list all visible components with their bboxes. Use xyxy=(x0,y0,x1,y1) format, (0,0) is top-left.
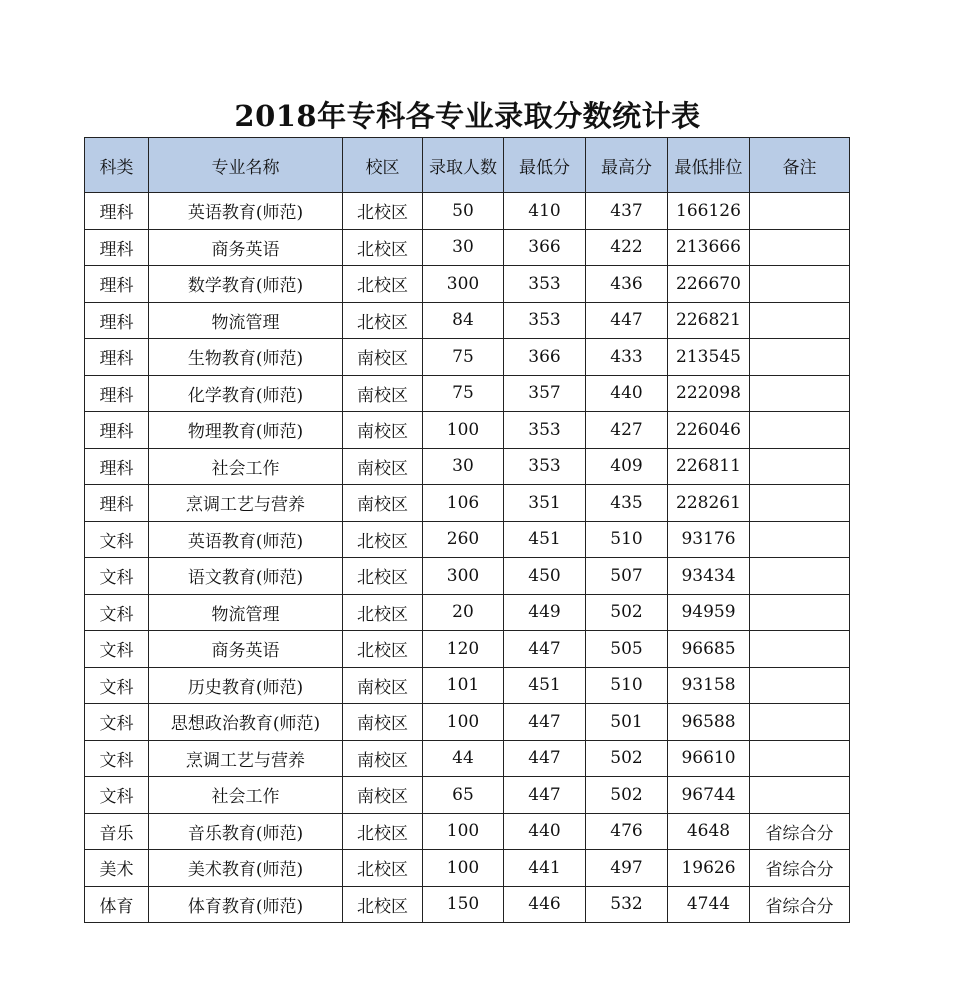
table-row xyxy=(85,594,850,631)
table-row xyxy=(85,886,850,923)
header-category: 科类 xyxy=(85,138,149,193)
cell-min-score: 451 xyxy=(504,521,586,558)
cell-min-rank: 213666 xyxy=(668,229,750,266)
cell-admitted: 30 xyxy=(423,229,504,266)
table-row xyxy=(85,193,850,230)
cell-category: 理科 xyxy=(85,375,149,412)
cell-category: 文科 xyxy=(85,521,149,558)
cell-note xyxy=(750,558,850,595)
cell-min-rank: 94959 xyxy=(668,594,750,631)
cell-category: 美术 xyxy=(85,850,149,887)
table-row xyxy=(85,558,850,595)
cell-note xyxy=(750,193,850,230)
header-min-rank: 最低排位 xyxy=(668,138,750,193)
cell-max-score: 440 xyxy=(586,375,668,412)
cell-max-score: 436 xyxy=(586,266,668,303)
cell-min-rank: 96744 xyxy=(668,777,750,814)
cell-min-rank: 19626 xyxy=(668,850,750,887)
cell-note: 省综合分 xyxy=(750,886,850,923)
cell-min-rank: 93158 xyxy=(668,667,750,704)
cell-max-score: 437 xyxy=(586,193,668,230)
table-row xyxy=(85,412,850,449)
cell-major: 商务英语 xyxy=(149,229,343,266)
cell-min-score: 451 xyxy=(504,667,586,704)
cell-min-rank: 213545 xyxy=(668,339,750,376)
cell-admitted: 300 xyxy=(423,558,504,595)
cell-admitted: 300 xyxy=(423,266,504,303)
cell-category: 理科 xyxy=(85,266,149,303)
cell-max-score: 510 xyxy=(586,521,668,558)
cell-note xyxy=(750,266,850,303)
cell-admitted: 100 xyxy=(423,850,504,887)
cell-note: 省综合分 xyxy=(750,813,850,850)
cell-major: 体育教育(师范) xyxy=(149,886,343,923)
cell-min-score: 366 xyxy=(504,339,586,376)
cell-campus: 南校区 xyxy=(343,485,423,522)
cell-min-score: 449 xyxy=(504,594,586,631)
cell-note: 省综合分 xyxy=(750,850,850,887)
header-campus: 校区 xyxy=(343,138,423,193)
admission-score-table xyxy=(84,137,850,923)
cell-min-rank: 96610 xyxy=(668,740,750,777)
header-max-score: 最高分 xyxy=(586,138,668,193)
cell-min-score: 446 xyxy=(504,886,586,923)
cell-min-score: 447 xyxy=(504,740,586,777)
cell-max-score: 507 xyxy=(586,558,668,595)
cell-max-score: 510 xyxy=(586,667,668,704)
table-row xyxy=(85,813,850,850)
cell-admitted: 20 xyxy=(423,594,504,631)
header-major: 专业名称 xyxy=(149,138,343,193)
cell-admitted: 260 xyxy=(423,521,504,558)
cell-major: 烹调工艺与营养 xyxy=(149,740,343,777)
table-row xyxy=(85,740,850,777)
cell-note xyxy=(750,777,850,814)
cell-campus: 北校区 xyxy=(343,193,423,230)
cell-category: 文科 xyxy=(85,558,149,595)
cell-campus: 北校区 xyxy=(343,631,423,668)
cell-min-rank: 96685 xyxy=(668,631,750,668)
cell-major: 化学教育(师范) xyxy=(149,375,343,412)
cell-category: 理科 xyxy=(85,302,149,339)
cell-admitted: 120 xyxy=(423,631,504,668)
cell-max-score: 447 xyxy=(586,302,668,339)
table-row xyxy=(85,339,850,376)
cell-admitted: 150 xyxy=(423,886,504,923)
cell-category: 文科 xyxy=(85,667,149,704)
cell-max-score: 422 xyxy=(586,229,668,266)
cell-category: 文科 xyxy=(85,777,149,814)
cell-major: 思想政治教育(师范) xyxy=(149,704,343,741)
cell-admitted: 50 xyxy=(423,193,504,230)
cell-admitted: 84 xyxy=(423,302,504,339)
cell-note xyxy=(750,448,850,485)
cell-campus: 南校区 xyxy=(343,375,423,412)
cell-min-rank: 226811 xyxy=(668,448,750,485)
cell-note xyxy=(750,229,850,266)
table-row xyxy=(85,229,850,266)
cell-max-score: 505 xyxy=(586,631,668,668)
cell-campus: 南校区 xyxy=(343,704,423,741)
cell-note xyxy=(750,375,850,412)
cell-note xyxy=(750,521,850,558)
cell-major: 音乐教育(师范) xyxy=(149,813,343,850)
cell-campus: 南校区 xyxy=(343,667,423,704)
table-row xyxy=(85,704,850,741)
cell-note xyxy=(750,740,850,777)
cell-note xyxy=(750,339,850,376)
cell-min-score: 351 xyxy=(504,485,586,522)
cell-max-score: 476 xyxy=(586,813,668,850)
cell-major: 美术教育(师范) xyxy=(149,850,343,887)
cell-note xyxy=(750,594,850,631)
cell-category: 理科 xyxy=(85,229,149,266)
cell-min-rank: 166126 xyxy=(668,193,750,230)
cell-campus: 北校区 xyxy=(343,813,423,850)
cell-major: 物理教育(师范) xyxy=(149,412,343,449)
cell-category: 文科 xyxy=(85,631,149,668)
cell-max-score: 502 xyxy=(586,777,668,814)
cell-category: 文科 xyxy=(85,594,149,631)
table-row xyxy=(85,266,850,303)
cell-min-score: 366 xyxy=(504,229,586,266)
cell-category: 理科 xyxy=(85,485,149,522)
cell-category: 理科 xyxy=(85,339,149,376)
cell-note xyxy=(750,704,850,741)
cell-note xyxy=(750,631,850,668)
cell-campus: 南校区 xyxy=(343,339,423,376)
cell-category: 体育 xyxy=(85,886,149,923)
cell-min-rank: 226670 xyxy=(668,266,750,303)
cell-category: 理科 xyxy=(85,448,149,485)
cell-max-score: 427 xyxy=(586,412,668,449)
cell-campus: 北校区 xyxy=(343,302,423,339)
header-note: 备注 xyxy=(750,138,850,193)
table-row xyxy=(85,850,850,887)
cell-max-score: 532 xyxy=(586,886,668,923)
cell-min-rank: 228261 xyxy=(668,485,750,522)
cell-major: 物流管理 xyxy=(149,302,343,339)
cell-min-rank: 4648 xyxy=(668,813,750,850)
table-row xyxy=(85,485,850,522)
cell-campus: 北校区 xyxy=(343,558,423,595)
cell-min-score: 353 xyxy=(504,266,586,303)
cell-min-rank: 222098 xyxy=(668,375,750,412)
cell-campus: 南校区 xyxy=(343,448,423,485)
cell-min-score: 447 xyxy=(504,631,586,668)
cell-min-score: 410 xyxy=(504,193,586,230)
cell-major: 商务英语 xyxy=(149,631,343,668)
table-row xyxy=(85,777,850,814)
cell-campus: 北校区 xyxy=(343,266,423,303)
cell-min-rank: 4744 xyxy=(668,886,750,923)
cell-major: 英语教育(师范) xyxy=(149,521,343,558)
cell-min-score: 447 xyxy=(504,777,586,814)
cell-campus: 北校区 xyxy=(343,521,423,558)
header-admitted: 录取人数 xyxy=(423,138,504,193)
cell-admitted: 75 xyxy=(423,339,504,376)
cell-admitted: 106 xyxy=(423,485,504,522)
cell-note xyxy=(750,412,850,449)
cell-min-rank: 226046 xyxy=(668,412,750,449)
table-row xyxy=(85,302,850,339)
cell-min-score: 353 xyxy=(504,412,586,449)
cell-min-score: 353 xyxy=(504,302,586,339)
cell-campus: 北校区 xyxy=(343,850,423,887)
cell-admitted: 101 xyxy=(423,667,504,704)
cell-min-score: 353 xyxy=(504,448,586,485)
cell-major: 英语教育(师范) xyxy=(149,193,343,230)
cell-admitted: 100 xyxy=(423,412,504,449)
cell-min-rank: 226821 xyxy=(668,302,750,339)
cell-major: 语文教育(师范) xyxy=(149,558,343,595)
cell-max-score: 433 xyxy=(586,339,668,376)
cell-min-score: 450 xyxy=(504,558,586,595)
cell-admitted: 100 xyxy=(423,704,504,741)
cell-min-rank: 96588 xyxy=(668,704,750,741)
cell-min-score: 440 xyxy=(504,813,586,850)
cell-major: 烹调工艺与营养 xyxy=(149,485,343,522)
cell-min-rank: 93434 xyxy=(668,558,750,595)
table-row xyxy=(85,375,850,412)
header-row xyxy=(85,138,850,193)
cell-max-score: 497 xyxy=(586,850,668,887)
cell-admitted: 44 xyxy=(423,740,504,777)
cell-min-score: 447 xyxy=(504,704,586,741)
cell-category: 理科 xyxy=(85,193,149,230)
table-row xyxy=(85,631,850,668)
cell-campus: 北校区 xyxy=(343,886,423,923)
cell-major: 物流管理 xyxy=(149,594,343,631)
cell-major: 社会工作 xyxy=(149,448,343,485)
cell-min-score: 441 xyxy=(504,850,586,887)
cell-campus: 北校区 xyxy=(343,594,423,631)
table-row xyxy=(85,521,850,558)
cell-admitted: 65 xyxy=(423,777,504,814)
cell-max-score: 502 xyxy=(586,740,668,777)
table-row xyxy=(85,448,850,485)
cell-admitted: 100 xyxy=(423,813,504,850)
cell-max-score: 502 xyxy=(586,594,668,631)
cell-category: 音乐 xyxy=(85,813,149,850)
cell-admitted: 30 xyxy=(423,448,504,485)
cell-max-score: 409 xyxy=(586,448,668,485)
cell-major: 历史教育(师范) xyxy=(149,667,343,704)
cell-max-score: 435 xyxy=(586,485,668,522)
cell-note xyxy=(750,302,850,339)
cell-admitted: 75 xyxy=(423,375,504,412)
cell-campus: 南校区 xyxy=(343,412,423,449)
cell-note xyxy=(750,667,850,704)
cell-min-rank: 93176 xyxy=(668,521,750,558)
page-title: 2018年专科各专业录取分数统计表 xyxy=(234,99,701,133)
cell-campus: 南校区 xyxy=(343,777,423,814)
cell-category: 文科 xyxy=(85,704,149,741)
cell-major: 社会工作 xyxy=(149,777,343,814)
cell-campus: 南校区 xyxy=(343,740,423,777)
cell-max-score: 501 xyxy=(586,704,668,741)
cell-min-score: 357 xyxy=(504,375,586,412)
cell-campus: 北校区 xyxy=(343,229,423,266)
cell-category: 文科 xyxy=(85,740,149,777)
cell-major: 数学教育(师范) xyxy=(149,266,343,303)
cell-category: 理科 xyxy=(85,412,149,449)
cell-note xyxy=(750,485,850,522)
header-min-score: 最低分 xyxy=(504,138,586,193)
table-row xyxy=(85,667,850,704)
cell-major: 生物教育(师范) xyxy=(149,339,343,376)
